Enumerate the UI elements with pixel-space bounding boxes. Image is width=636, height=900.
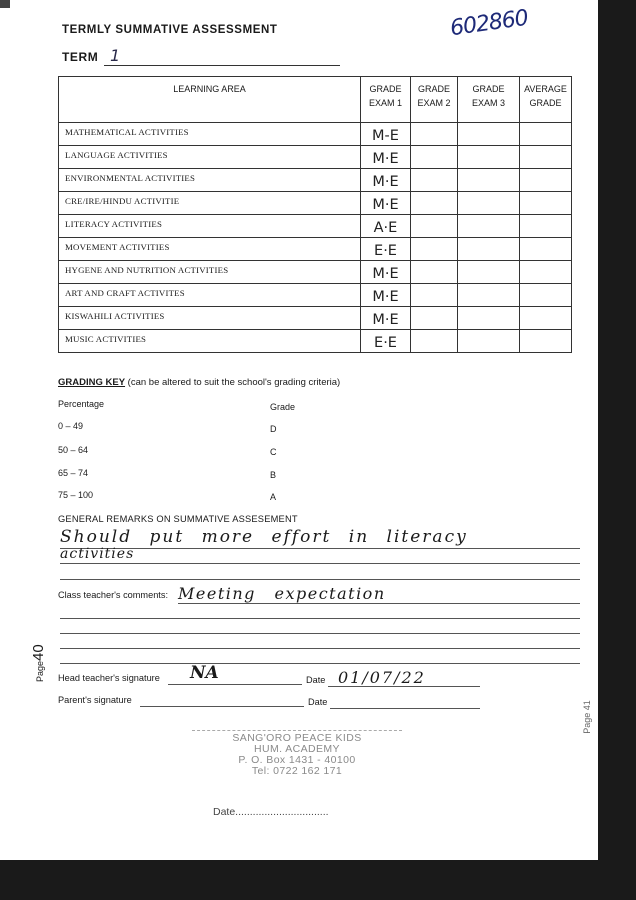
grade-exam-2-cell [411,284,458,307]
grade-exam-1-cell: M·E [361,284,411,307]
class-teacher-rule-3 [60,633,580,634]
table-row [59,215,572,238]
remarks-rule-1 [60,548,580,549]
grade-exam-3-cell [458,215,520,238]
learning-area-cell: LITERACY ACTIVITIES [59,215,361,238]
grade-exam-2-cell [411,238,458,261]
stamp-address: P. O. Box 1431 - 40100 [238,754,356,766]
general-remarks-heading: GENERAL REMARKS ON SUMMATIVE ASSESEMENT [58,514,298,524]
stamp-school-name: SANG'ORO PEACE KIDS [232,732,362,744]
header-grade-exam-2: GRADE EXAM 2 [411,77,458,123]
stamp-school-subtitle: HUM. ACADEMY [254,743,340,755]
page-title: TERMLY SUMMATIVE ASSESSMENT [62,24,278,36]
remarks-rule-2 [60,563,580,564]
grading-key-grade: D [270,424,277,434]
grade-exam-2-cell [411,192,458,215]
class-teacher-comments-label: Class teacher's comments: [58,590,168,600]
grade-exam-3-cell [458,123,520,146]
grade-exam-2-cell [411,307,458,330]
table-row [59,169,572,192]
average-grade-cell [520,261,572,284]
average-grade-cell [520,238,572,261]
average-grade-cell [520,330,572,353]
average-grade-cell [520,169,572,192]
learning-area-cell: LANGUAGE ACTIVITIES [59,146,361,169]
table-row [59,284,572,307]
class-teacher-comments-value: Meeting expectation [178,584,386,603]
page-number-side: Page40 [30,644,47,682]
term-label: TERM [62,50,99,64]
header-grade-exam-3: GRADE EXAM 3 [458,77,520,123]
average-grade-cell [520,215,572,238]
average-grade-cell [520,192,572,215]
grade-exam-2-cell [411,146,458,169]
learning-area-cell: MATHEMATICAL ACTIVITIES [59,123,361,146]
learning-area-cell: MOVEMENT ACTIVITIES [59,238,361,261]
class-teacher-rule-2 [60,618,580,619]
grading-key-range: 50 – 64 [58,445,89,455]
scan-dark-edge-bottom [0,860,636,900]
school-stamp [182,730,412,777]
table-header-row [59,77,572,123]
handwritten-doc-number: 602860 [448,5,530,42]
grading-key-range: 65 – 74 [58,468,89,478]
average-grade-cell [520,146,572,169]
edge-page-text: Page 41 [582,700,593,734]
scan-corner-mark [0,0,10,8]
table-row [59,261,572,284]
parent-date-line [330,708,480,709]
learning-area-cell: HYGENE AND NUTRITION ACTIVITIES [59,261,361,284]
stamp-telephone: Tel: 0722 162 171 [251,765,343,777]
grading-key-grade: A [270,492,277,502]
grading-key-percentage-header: Percentage [58,399,105,409]
grading-key-range: 0 – 49 [58,421,84,431]
learning-area-cell: CRE/IRE/HINDU ACTIVITIE [59,192,361,215]
class-teacher-rule-1 [178,603,580,604]
grade-exam-1-cell: M·E [361,192,411,215]
grade-exam-3-cell [458,261,520,284]
learning-area-cell: KISWAHILI ACTIVITIES [59,307,361,330]
table-row [59,146,572,169]
grade-exam-2-cell [411,123,458,146]
grade-exam-1-cell: M·E [361,307,411,330]
general-remarks-line-1: Should put more effort in literacy [60,527,468,547]
grade-exam-2-cell [411,261,458,284]
grades-table [58,76,572,353]
grade-exam-1-cell: E·E [361,330,411,353]
learning-area-cell: MUSIC ACTIVITIES [59,330,361,353]
scan-dark-edge-right [598,0,636,900]
term-value: 1 [110,46,121,65]
grading-key-range: 75 – 100 [58,490,94,500]
head-teacher-signature-label: Head teacher's signature [58,673,160,683]
table-row [59,330,572,353]
parent-signature-line [140,706,304,707]
general-remarks-line-2: activities [60,546,135,562]
term-underline [104,65,340,66]
grade-exam-2-cell [411,169,458,192]
class-teacher-rule-5 [60,663,580,664]
table-row [59,192,572,215]
header-average-grade: AVERAGE GRADE [520,77,572,123]
grade-exam-3-cell [458,169,520,192]
grade-exam-3-cell [458,146,520,169]
parent-signature-label: Parent's signature [58,695,132,705]
learning-area-cell: ART AND CRAFT ACTIVITES [59,284,361,307]
grade-exam-3-cell [458,307,520,330]
stamp-border [192,730,402,731]
class-teacher-rule-4 [60,648,580,649]
grade-exam-1-cell: M·E [361,146,411,169]
table-row [59,307,572,330]
grade-exam-1-cell: M·E [361,169,411,192]
grading-key-grade-header: Grade [270,402,296,412]
table-row [59,238,572,261]
average-grade-cell [520,123,572,146]
head-teacher-signature-line [168,684,302,685]
parent-date-label: Date [308,697,328,707]
grade-exam-3-cell [458,192,520,215]
learning-area-cell: ENVIRONMENTAL ACTIVITIES [59,169,361,192]
grade-exam-1-cell: M·E [361,261,411,284]
grade-exam-1-cell: M-E [361,123,411,146]
head-teacher-date-label: Date [306,675,326,685]
remarks-rule-3 [60,579,580,580]
head-teacher-signature: NA [190,663,219,683]
grading-key-grade: C [270,447,277,457]
grade-exam-3-cell [458,284,520,307]
grading-key-grade: B [270,470,277,480]
grade-exam-2-cell [411,215,458,238]
head-teacher-date-value: 01/07/22 [338,668,426,687]
grade-exam-2-cell [411,330,458,353]
stamp-date-line: Date................................ [213,806,329,818]
header-grade-exam-1: GRADE EXAM 1 [361,77,411,123]
average-grade-cell [520,307,572,330]
table-row [59,123,572,146]
header-learning-area: LEARNING AREA [59,77,361,123]
grade-exam-1-cell: A·E [361,215,411,238]
grade-exam-3-cell [458,330,520,353]
grading-key-heading: GRADING KEY (can be altered to suit the school's grading criteria) [58,377,341,388]
grade-exam-3-cell [458,238,520,261]
average-grade-cell [520,284,572,307]
grade-exam-1-cell: E·E [361,238,411,261]
